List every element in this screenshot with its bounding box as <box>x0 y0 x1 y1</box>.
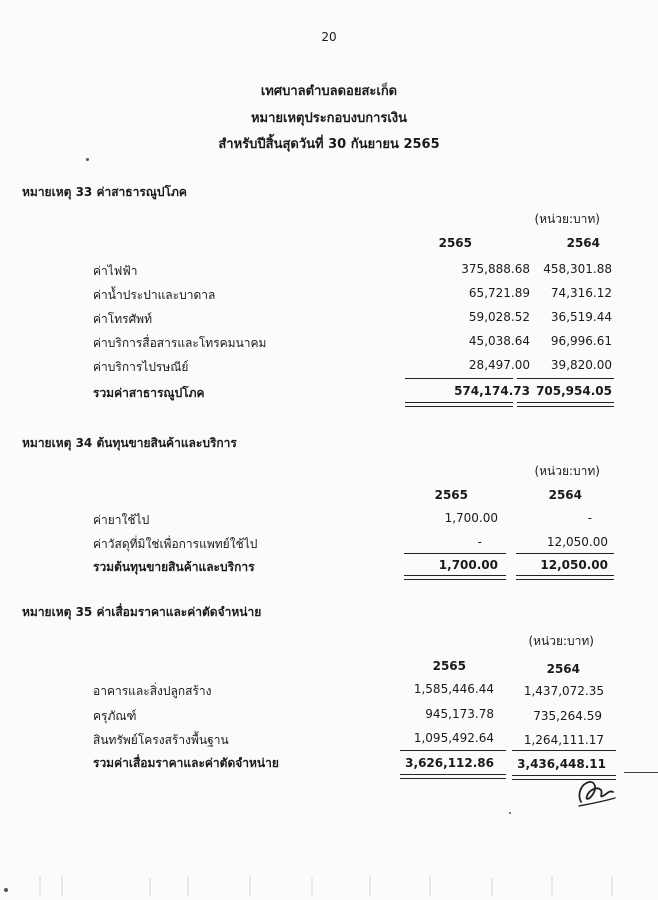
total-value-2565: 574,174.73 <box>454 384 530 398</box>
row-value-2565: 1,585,446.44 <box>413 682 494 696</box>
row-label: ครุภัณฑ์ <box>93 709 137 723</box>
note-35-col-2565: 2565 <box>432 659 466 673</box>
scan-artifact-line <box>624 772 658 773</box>
subtotal-rule-2564 <box>517 378 614 379</box>
subtotal-rule-2564 <box>516 553 614 554</box>
row-value-2564: 458,301.88 <box>543 262 612 276</box>
row-value-2564: 1,437,072.35 <box>523 684 604 698</box>
note-33-title: หมายเหตุ 33 ค่าสาธารณูปโภค <box>22 185 187 199</box>
total-label: รวมค่าเสื่อมราคาและค่าตัดจำหน่าย <box>93 756 279 770</box>
double-underline-2565 <box>404 575 506 580</box>
row-label: ค่าไฟฟ้า <box>93 264 138 278</box>
subtotal-rule-2564 <box>512 750 616 751</box>
row-value-2564: 735,264.59 <box>533 709 602 723</box>
note-34-col-2564: 2564 <box>548 488 582 502</box>
double-underline-2565 <box>405 402 513 407</box>
row-label: ค่าโทรศัพท์ <box>93 312 153 326</box>
signature-initials <box>575 776 619 810</box>
header-organization: เทศบาลตำบลดอยสะเก็ด <box>260 84 398 99</box>
page-number: 20 <box>321 30 337 44</box>
row-label: ค่าบริการไปรษณีย์ <box>93 360 189 374</box>
row-label: ค่าน้ำประปาและบาดาล <box>93 288 216 302</box>
row-value-2565: 65,721.89 <box>468 286 530 300</box>
row-value-2565: 1,095,492.64 <box>413 731 494 745</box>
note-33-unit: (หน่วย:บาท) <box>534 212 600 226</box>
scan-speck <box>509 812 511 814</box>
header-period: สำหรับปีสิ้นสุดวันที่ 30 กันยายน 2565 <box>218 137 440 152</box>
note-33-col-2565: 2565 <box>438 236 472 250</box>
total-value-2565: 1,700.00 <box>438 558 498 572</box>
row-value-2564: 39,820.00 <box>550 358 612 372</box>
row-value-2564: 74,316.12 <box>550 286 612 300</box>
total-value-2564: 12,050.00 <box>540 558 608 572</box>
row-label: ค่าบริการสื่อสารและโทรคมนาคม <box>93 336 267 350</box>
total-value-2564: 705,954.05 <box>536 384 612 398</box>
row-value-2564: 12,050.00 <box>546 535 608 549</box>
double-underline-2564 <box>516 575 614 580</box>
row-label: ค่ายาใช้ไป <box>93 513 150 527</box>
row-value-2565: 45,038.64 <box>468 334 530 348</box>
row-value-2565: 28,497.00 <box>468 358 530 372</box>
row-value-2565: 945,173.78 <box>425 707 494 721</box>
header-document-title: หมายเหตุประกอบงบการเงิน <box>250 111 408 126</box>
subtotal-rule-2565 <box>400 750 506 751</box>
subtotal-rule-2565 <box>404 553 506 554</box>
note-35-col-2564: 2564 <box>546 662 580 676</box>
double-underline-2564 <box>517 402 614 407</box>
row-label: สินทรัพย์โครงสร้างพื้นฐาน <box>93 733 229 747</box>
total-value-2565: 3,626,112.86 <box>405 756 494 770</box>
note-35-title: หมายเหตุ 35 ค่าเสื่อมราคาและค่าตัดจำหน่าย <box>22 605 262 619</box>
row-value-2564: 1,264,111.17 <box>523 733 604 747</box>
note-34-col-2565: 2565 <box>434 488 468 502</box>
note-35-unit: (หน่วย:บาท) <box>528 634 594 648</box>
row-value-2565: 1,700.00 <box>444 511 498 525</box>
row-value-2564: 36,519.44 <box>550 310 612 324</box>
row-value-2565: - <box>477 535 482 549</box>
note-34-title: หมายเหตุ 34 ต้นทุนขายสินค้าและบริการ <box>22 436 237 450</box>
note-33-col-2564: 2564 <box>566 236 600 250</box>
total-label: รวมต้นทุนขายสินค้าและบริการ <box>93 560 255 574</box>
scan-artifact-strip <box>0 876 658 896</box>
scan-speck <box>86 158 89 161</box>
double-underline-2565 <box>400 774 506 779</box>
row-value-2565: 375,888.68 <box>461 262 530 276</box>
note-34-unit: (หน่วย:บาท) <box>534 464 600 478</box>
row-label: อาคารและสิ่งปลูกสร้าง <box>93 684 212 698</box>
row-value-2565: 59,028.52 <box>468 310 530 324</box>
total-value-2564: 3,436,448.11 <box>517 757 606 771</box>
subtotal-rule-2565 <box>405 378 513 379</box>
total-label: รวมค่าสาธารณูปโภค <box>93 386 205 400</box>
row-value-2564: 96,996.61 <box>550 334 612 348</box>
row-value-2564: - <box>587 511 592 525</box>
row-label: ค่าวัสดุที่มิใช่เพื่อการแพทย์ใช้ไป <box>93 537 258 551</box>
